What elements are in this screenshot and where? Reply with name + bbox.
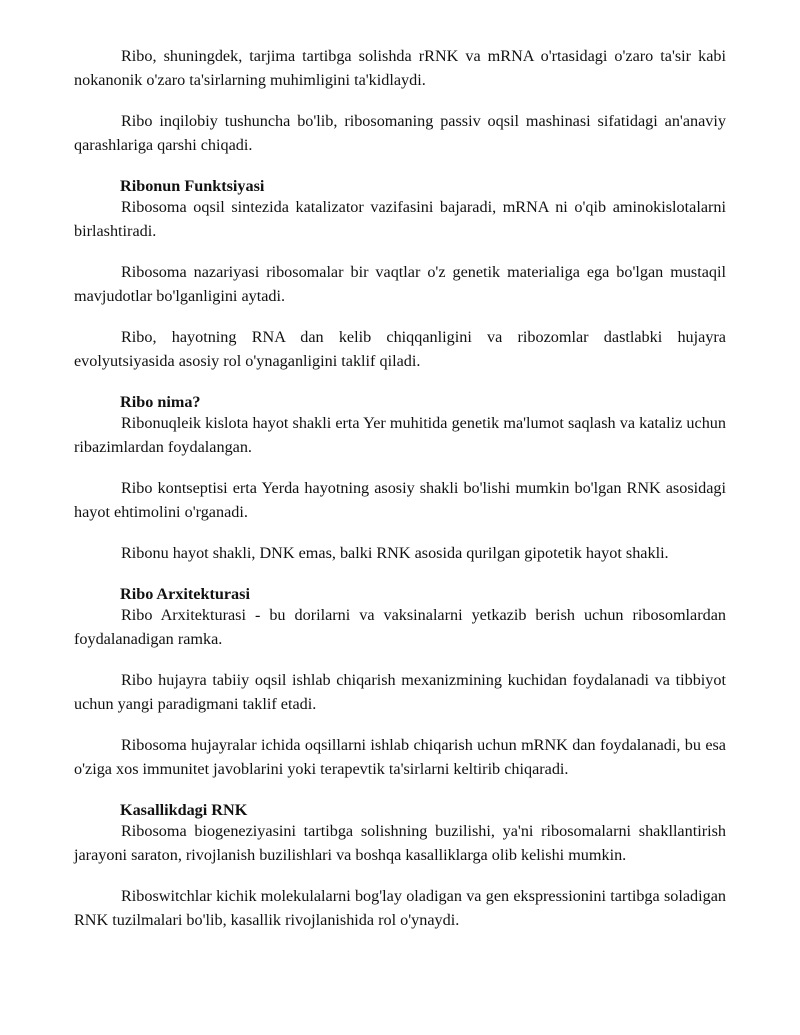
section-paragraph: Ribo hujayra tabiiy oqsil ishlab chiqarish mexanizmining kuchidan foydalanadi va tibbiyot uchun yangi paradigmani taklif etadi. bbox=[74, 671, 726, 713]
section-paragraph: Ribo, hayotning RNA dan kelib chiqqanligini va ribozomlar dastlabki hujayra evolyutsiyasida asosiy rol o'ynaganligini taklif qiladi. bbox=[74, 328, 726, 370]
section-paragraph: Ribosoma nazariyasi ribosomalar bir vaqtlar o'z genetik materialiga ega bo'lgan mustaqil mavjudotlar bo'lganligini aytadi. bbox=[74, 263, 726, 305]
section-paragraph: Ribo kontseptisi erta Yerda hayotning asosiy shakli bo'lishi mumkin bo'lgan RNK asosidagi hayot ehtimolini o'rganadi. bbox=[74, 479, 726, 521]
section-ribo-arxitekturasi bbox=[74, 582, 726, 781]
section-heading: Kasallikdagi RNK bbox=[120, 801, 248, 819]
section-heading: Ribo nima? bbox=[120, 393, 201, 411]
section-paragraph: Riboswitchlar kichik molekulalarni bog'lay oladigan va gen ekspressionini tartibga soladigan RNK tuzilmalari bo'lib, kasallik rivojlanishida rol o'ynaydi. bbox=[74, 887, 726, 929]
document-page bbox=[74, 44, 726, 949]
intro-paragraph-2: Ribo inqilobiy tushuncha bo'lib, ribosomaning passiv oqsil mashinasi sifatidagi an'anaviy qarashlariga qarshi chiqadi. bbox=[74, 112, 726, 154]
section-heading: Ribonun Funktsiyasi bbox=[120, 177, 265, 195]
section-paragraph: Ribosoma oqsil sintezida katalizator vazifasini bajaradi, mRNA ni o'qib aminokislotalarni birlashtiradi. bbox=[74, 198, 726, 240]
section-kasallikdagi-rnk bbox=[74, 798, 726, 932]
section-heading: Ribo Arxitekturasi bbox=[120, 585, 250, 603]
section-ribonun-funktsiyasi bbox=[74, 174, 726, 373]
intro-paragraph-1: Ribo, shuningdek, tarjima tartibga solishda rRNK va mRNA o'rtasidagi o'zaro ta'sir kabi nokanonik o'zaro ta'sirlarning muhimligini ta'kidlaydi. bbox=[74, 47, 726, 89]
section-paragraph: Ribosoma hujayralar ichida oqsillarni ishlab chiqarish uchun mRNK dan foydalanadi, bu esa o'ziga xos immunitet javoblarini yoki terapevtik ta'sirlarni keltirib chiqaradi. bbox=[74, 736, 726, 778]
section-paragraph: Ribonu hayot shakli, DNK emas, balki RNK asosida qurilgan gipotetik hayot shakli. bbox=[121, 544, 669, 562]
section-ribo-nima bbox=[74, 390, 726, 565]
section-paragraph: Ribo Arxitekturasi - bu dorilarni va vaksinalarni yetkazib berish uchun ribosomlardan foydalanadigan ramka. bbox=[74, 606, 726, 648]
section-paragraph: Ribosoma biogeneziyasini tartibga solishning buzilishi, ya'ni ribosomalarni shakllantirish jarayoni saraton, rivojlanish buzilishlari va boshqa kasalliklarga olib kelishi mumkin. bbox=[74, 822, 726, 864]
section-paragraph: Ribonuqleik kislota hayot shakli erta Yer muhitida genetik ma'lumot saqlash va kataliz uchun ribazimlardan foydalangan. bbox=[74, 414, 726, 456]
